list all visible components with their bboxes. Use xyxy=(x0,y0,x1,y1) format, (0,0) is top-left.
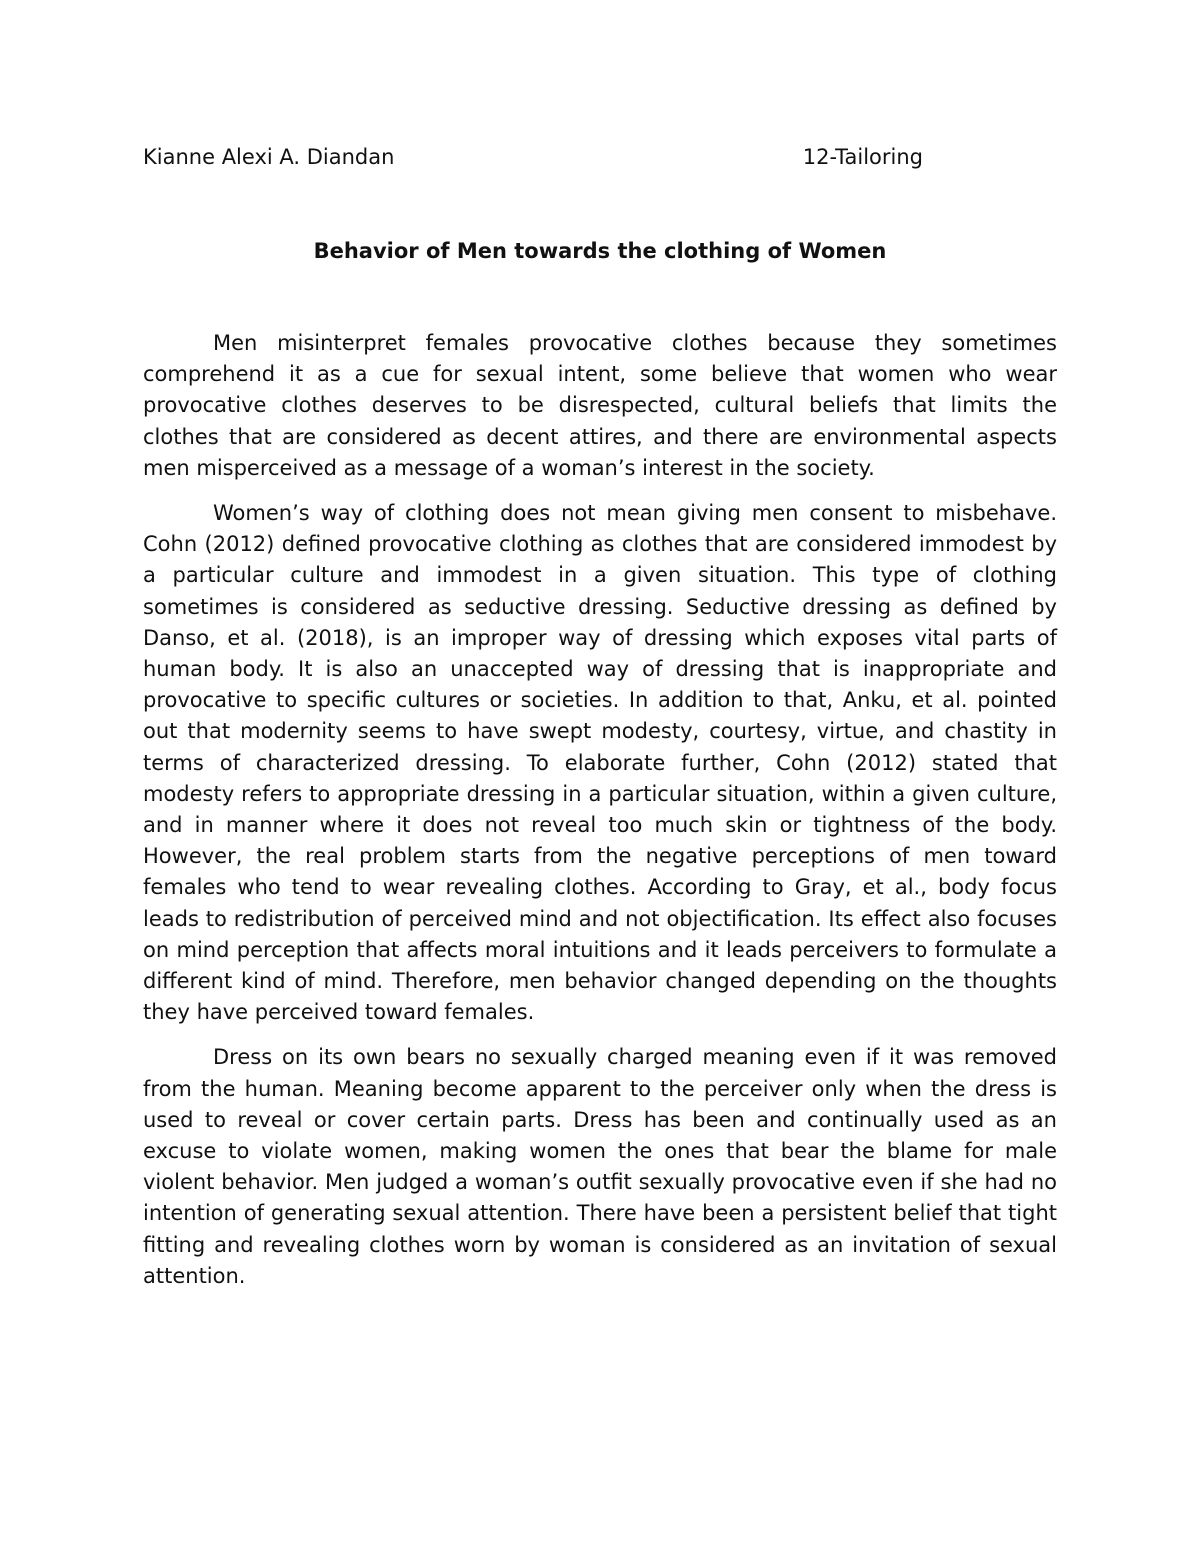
document-header xyxy=(143,140,923,174)
document-body xyxy=(143,328,1057,1306)
document-title: Behavior of Men towards the clothing of Women xyxy=(313,239,887,263)
class-section: 12-Tailoring xyxy=(802,145,923,169)
paragraph: Dress on its own bears no sexually charged meaning even if it was removed from the human. Meaning become apparent to the perceiver only when the dress is used to reveal or cover certain parts. Dress has been and continually used as an excuse to violate women, making women the ones that bear the blame for male violent behavior. Men judged a woman’s outfit sexually provocative even if she had no intention of generating sexual attention. There have been a persistent belief that tight fitting and revealing clothes worn by woman is considered as an invitation of sexual attention. xyxy=(143,1045,1057,1288)
paragraph: Men misinterpret females provocative clothes because they sometimes comprehend it as a cue for sexual intent, some believe that women who wear provocative clothes deserves to be disrespected, cultural beliefs that limits the clothes that are considered as decent attires, and there are environmental aspects men misperceived as a message of a woman’s interest in the society. xyxy=(143,331,1057,480)
author-name: Kianne Alexi A. Diandan xyxy=(143,145,395,169)
paragraph: Women’s way of clothing does not mean giving men consent to misbehave. Cohn (2012) defined provocative clothing as clothes that are considered immodest by a particular culture and immodest in a given situation. This type of clothing sometimes is considered as seductive dressing. Seductive dressing as defined by Danso, et al. (2018), is an improper way of dressing which exposes vital parts of human body. It is also an unaccepted way of dressing that is inappropriate and provocative to specific cultures or societies. In addition to that, Anku, et al. pointed out that modernity seems to have swept modesty, courtesy, virtue, and chastity in terms of characterized dressing. To elaborate further, Cohn (2012) stated that modesty refers to appropriate dressing in a particular situation, within a given culture, and in manner where it does not reveal too much skin or tightness of the body. However, the real problem starts from the negative perceptions of men toward females who tend to wear revealing clothes. According to Gray, et al., body focus leads to redistribution of perceived mind and not objectification. Its effect also focuses on mind perception that affects moral intuitions and it leads perceivers to formulate a different kind of mind. Therefore, men behavior changed depending on the thoughts they have perceived toward females. xyxy=(143,501,1057,1025)
